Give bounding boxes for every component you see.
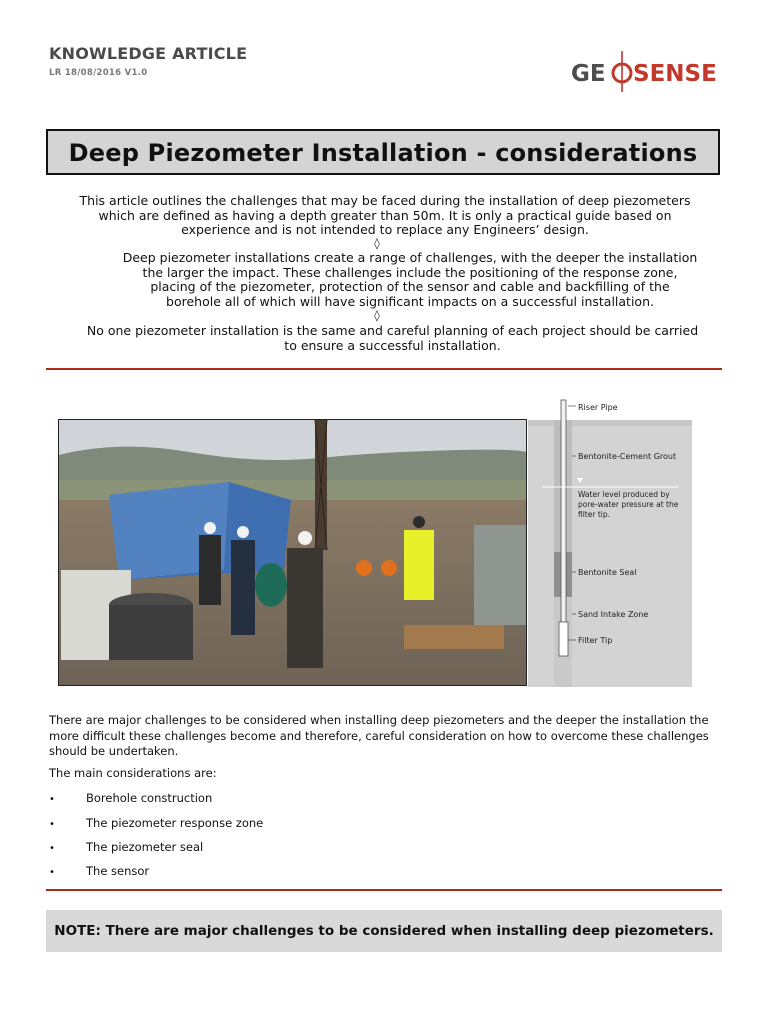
- body-paragraph: [49, 713, 725, 760]
- note-text: NOTE: There are major challenges to be considered when installing deep piezometers.: [54, 923, 714, 939]
- body-line-2: more difficult these challenges become and therefore, careful consideration on how to overcome these challenges: [49, 728, 709, 743]
- document-category-heading: KNOWLEDGE ARTICLE: [49, 44, 248, 63]
- bullet-2-text: The piezometer response zone: [86, 816, 264, 830]
- body-line-1: There are major challenges to be considered when installing deep piezometers and the deeper the installation the: [49, 713, 709, 727]
- note-box: [46, 910, 722, 952]
- intro-p3-line-1: No one piezometer installation is the same and careful planning of each project should be carried: [86, 323, 699, 338]
- intro-p1-line-2: which are defined as having a depth greater than 50m. It is only a practical guide based on: [98, 207, 672, 223]
- intro-p2-line-2: the larger the impact. These challenges include the positioning of the response zone,: [142, 264, 678, 280]
- label-sand: Sand Intake Zone: [578, 610, 649, 619]
- drilling-site-photo: [58, 419, 527, 686]
- intro-paragraph-2: [85, 251, 735, 309]
- geosense-logo: [571, 48, 719, 94]
- intro-p3-line-2: to ensure a successful installation.: [284, 337, 501, 353]
- label-water-1: Water level produced by: [578, 490, 670, 499]
- intro-p1-line-1: This article outlines the challenges that may be faced during the installation of deep piezometers: [79, 193, 691, 208]
- intro-paragraph-3: [60, 324, 725, 353]
- article-title-box: [46, 129, 720, 175]
- label-riser-pipe: Riser Pipe: [578, 403, 618, 412]
- intro-paragraph-1: [60, 194, 710, 238]
- logo-text-left: GE: [571, 61, 606, 87]
- label-grout: Bentonite-Cement Grout: [578, 452, 677, 461]
- label-filter-tip: Filter Tip: [578, 636, 613, 645]
- intro-p2-line-3: placing of the piezometer, protection of the sensor and cable and backfilling of the: [150, 279, 670, 294]
- separator-diamond-2: ◊: [374, 309, 380, 322]
- bullet-2-dot: •: [49, 819, 55, 830]
- label-water-3: filter tip.: [578, 510, 610, 519]
- bullet-3-dot: •: [49, 843, 55, 854]
- article-title: Deep Piezometer Installation - considerations: [68, 139, 698, 167]
- bullet-3-text: The piezometer seal: [86, 840, 204, 854]
- document-reference: LR 18/08/2016 V1.0: [49, 68, 148, 78]
- bullet-4-text: The sensor: [86, 864, 150, 878]
- divider-top: [46, 368, 722, 370]
- bullet-4-dot: •: [49, 867, 55, 878]
- piezometer-diagram: [528, 392, 692, 687]
- intro-p2-line-1: Deep piezometer installations create a range of challenges, with the deeper the installation: [122, 250, 698, 265]
- considerations-intro: The main considerations are:: [49, 766, 217, 780]
- separator-diamond-1: ◊: [374, 237, 380, 250]
- body-line-3: should be undertaken.: [49, 744, 179, 758]
- logo-text-right: SENSE: [633, 61, 717, 87]
- label-water-2: pore-water pressure at the: [578, 500, 679, 509]
- intro-p1-line-3: experience and is not intended to replace any Engineers’ design.: [181, 222, 589, 237]
- intro-p2-line-4: borehole all of which will have significant impacts on a successful installation.: [166, 293, 654, 309]
- bullet-1-dot: •: [49, 794, 55, 805]
- label-seal: Bentonite Seal: [578, 568, 637, 577]
- divider-bottom: [46, 889, 722, 891]
- bullet-1-text: Borehole construction: [86, 791, 213, 805]
